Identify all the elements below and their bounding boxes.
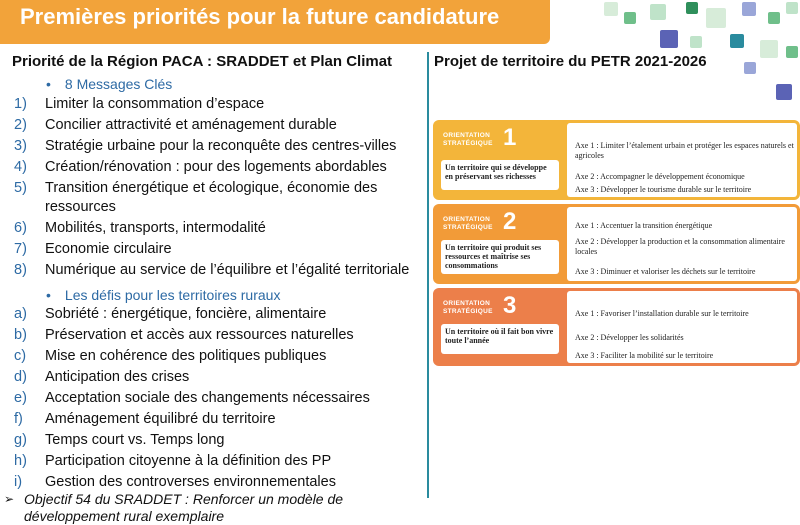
bullet-point: • <box>46 287 51 303</box>
decor-square <box>776 84 792 100</box>
list-item <box>0 116 420 135</box>
orientation-number: 3 <box>503 292 517 319</box>
orientation-header <box>433 120 563 200</box>
decor-square <box>624 12 636 24</box>
orientation-header <box>433 204 563 284</box>
title-banner <box>0 0 550 44</box>
list-item-number: 2) <box>14 117 27 133</box>
orientation-number: 1 <box>503 124 517 151</box>
list-item <box>0 452 420 471</box>
list-item-text: Sobriété : énergétique, foncière, alimentaire <box>45 306 327 322</box>
decor-square <box>744 62 756 74</box>
orientation-block <box>433 120 800 200</box>
orientation-block <box>433 204 800 284</box>
right-column-title: Projet de territoire du PETR 2021-2026 <box>434 53 707 70</box>
axis-item: Axe 2 : Développer la production et la consommation alimentaire locales <box>575 237 785 256</box>
list-item-text: Mobilités, transports, intermodalité <box>45 220 266 236</box>
list-item <box>0 240 420 259</box>
list-item-text: Création/rénovation : pour des logements abordables <box>45 159 387 175</box>
list-item-number: 8) <box>14 262 27 278</box>
decor-square <box>768 12 780 24</box>
list-item <box>0 158 420 177</box>
list-item <box>0 137 420 156</box>
list-item-text: Economie circulaire <box>45 241 172 257</box>
section-heading-messages <box>46 76 172 92</box>
orientation-label-line: STRATÉGIQUE <box>443 224 493 231</box>
decor-square <box>650 4 666 20</box>
list-item-number: a) <box>14 306 27 322</box>
orientations-diagram <box>433 120 800 366</box>
list-item <box>0 347 420 366</box>
column-divider <box>427 52 429 498</box>
orientation-label-line: ORIENTATION <box>443 132 491 139</box>
list-item <box>0 431 420 450</box>
orientation-label <box>443 216 493 232</box>
list-item-number: g) <box>14 432 27 448</box>
list-item-number: 5) <box>14 180 27 196</box>
rural-challenges-list <box>0 305 420 494</box>
list-item-text: Transition énergétique et écologique, économie des ressources <box>45 180 378 215</box>
list-item <box>0 473 420 492</box>
arrow-bullet-icon: ➢ <box>4 492 15 506</box>
orientation-description: Un territoire où il fait bon vivre toute l’année <box>441 324 559 354</box>
orientation-block <box>433 288 800 366</box>
axis-item: Axe 3 : Développer le tourisme durable sur le territoire <box>575 185 752 194</box>
orientation-axes <box>567 291 797 363</box>
list-item <box>0 410 420 429</box>
orientation-axes <box>567 123 797 197</box>
list-item-number: i) <box>14 474 23 490</box>
section-title: Les défis pour les territoires ruraux <box>64 287 281 303</box>
list-item <box>0 179 420 217</box>
list-item <box>0 95 420 114</box>
orientation-label-line: ORIENTATION <box>443 216 491 223</box>
page-title: Premières priorités pour la future candidature <box>20 4 500 29</box>
list-item-text: Numérique au service de l’équilibre et l’égalité territoriale <box>45 262 410 278</box>
list-item-text: Participation citoyenne à la définition des PP <box>45 453 332 469</box>
list-item <box>0 368 420 387</box>
orientation-label-line: STRATÉGIQUE <box>443 140 493 147</box>
orientation-label <box>443 132 493 148</box>
decor-square <box>604 2 618 16</box>
list-item-text: Mise en cohérence des politiques publiques <box>45 348 327 364</box>
orientation-description: Un territoire qui produit ses ressources et maîtrise ses consommations <box>441 240 559 274</box>
list-item-number: 1) <box>14 96 27 112</box>
axis-item: Axe 2 : Accompagner le développement économique <box>575 172 745 181</box>
list-item-number: b) <box>14 327 27 343</box>
list-item <box>0 389 420 408</box>
sraddet-objective <box>0 491 420 525</box>
decor-square <box>686 2 698 14</box>
decor-square <box>786 46 798 58</box>
left-column-title: Priorité de la Région PACA : SRADDET et Plan Climat <box>12 53 393 70</box>
section-title: 8 Messages Clés <box>64 76 173 92</box>
decor-square <box>706 8 726 28</box>
axis-item: Axe 3 : Faciliter la mobilité sur le territoire <box>575 351 714 360</box>
decor-square <box>660 30 678 48</box>
list-item-number: c) <box>14 348 27 364</box>
list-item-text: Acceptation sociale des changements nécessaires <box>45 390 370 406</box>
axis-item: Axe 3 : Diminuer et valoriser les déchets sur le territoire <box>575 267 756 276</box>
list-item-number: 3) <box>14 138 27 154</box>
axis-item: Axe 1 : Favoriser l’installation durable sur le territoire <box>575 309 749 318</box>
bullet-point: • <box>46 76 51 92</box>
decor-square <box>690 36 702 48</box>
list-item-text: Préservation et accès aux ressources naturelles <box>45 327 354 343</box>
list-item-text: Limiter la consommation d’espace <box>45 96 265 112</box>
decor-square <box>742 2 756 16</box>
orientation-label <box>443 300 493 316</box>
axis-item: Axe 1 : Accentuer la transition énergétique <box>575 221 713 230</box>
axis-item: Axe 2 : Développer les solidarités <box>575 333 684 342</box>
orientation-label-line: STRATÉGIQUE <box>443 308 493 315</box>
orientation-header <box>433 288 563 366</box>
list-item-number: 6) <box>14 220 27 236</box>
orientation-description: Un territoire qui se développe en préservant ses richesses <box>441 160 559 190</box>
axis-item: Axe 1 : Limiter l’étalement urbain et protéger les espaces naturels et agricoles <box>575 141 794 160</box>
list-item-text: Gestion des controverses environnementales <box>45 474 336 490</box>
list-item-number: 7) <box>14 241 27 257</box>
list-item-text: Stratégie urbaine pour la reconquête des centres-villes <box>45 138 397 154</box>
decor-square <box>786 2 798 14</box>
decor-square <box>730 34 744 48</box>
orientation-number: 2 <box>503 208 517 235</box>
list-item <box>0 305 420 324</box>
list-item <box>0 261 420 280</box>
list-item-number: f) <box>14 411 23 427</box>
list-item-text: Aménagement équilibré du territoire <box>45 411 276 427</box>
orientation-label-line: ORIENTATION <box>443 300 491 307</box>
list-item-number: 4) <box>14 159 27 175</box>
objective-text: Objectif 54 du SRADDET : Renforcer un modèle de développement rural exemplaire <box>24 491 344 524</box>
list-item <box>0 219 420 238</box>
list-item-text: Concilier attractivité et aménagement durable <box>45 117 337 133</box>
list-item <box>0 326 420 345</box>
list-item-number: h) <box>14 453 27 469</box>
list-item-text: Temps court vs. Temps long <box>45 432 225 448</box>
orientation-axes <box>567 207 797 281</box>
section-heading-challenges <box>46 287 280 303</box>
key-messages-list <box>0 95 420 282</box>
list-item-number: e) <box>14 390 27 406</box>
list-item-number: d) <box>14 369 27 385</box>
list-item-text: Anticipation des crises <box>45 369 190 385</box>
decor-square <box>760 40 778 58</box>
